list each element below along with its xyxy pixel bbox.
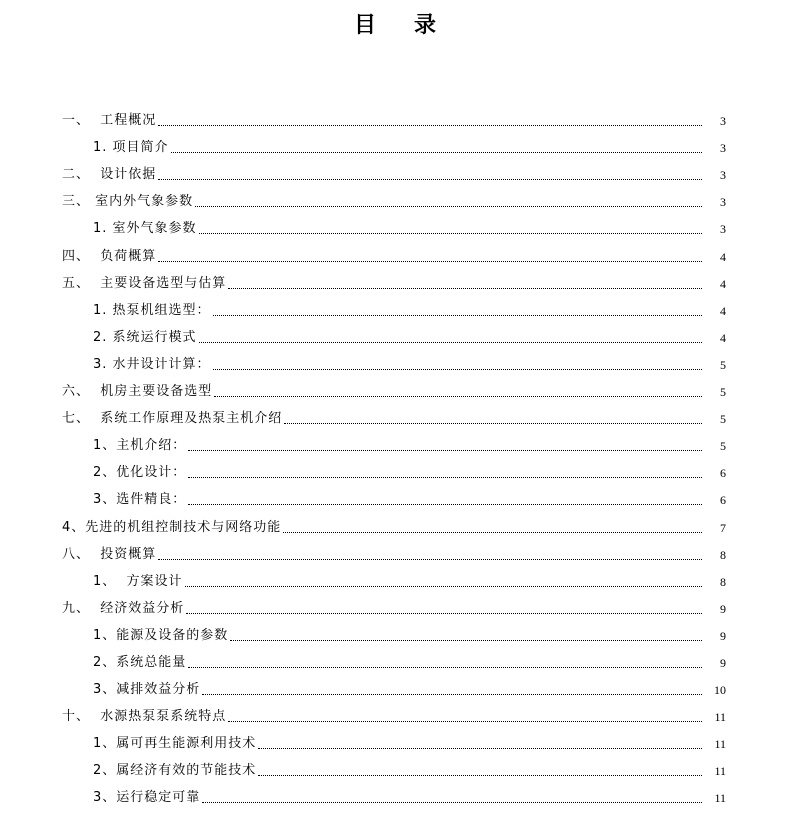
toc-dot-leader (185, 586, 702, 587)
toc-dot-leader (188, 504, 702, 505)
toc-entry-label: 五、 主要设备选型与估算 (62, 275, 227, 291)
toc-entry-label: 三、 室内外气象参数 (62, 194, 194, 210)
toc-entry[interactable] (0, 677, 790, 704)
toc-entry-label: 1、 方案设计 (93, 573, 183, 589)
toc-page-number: 11 (714, 791, 726, 806)
toc-page-number: 9 (720, 655, 726, 670)
toc-dot-leader (284, 423, 702, 424)
toc-dot-leader (228, 721, 702, 722)
toc-page-number: 3 (720, 222, 726, 237)
toc-page-number: 4 (720, 249, 726, 264)
toc-entry-label: 1、能源及设备的参数 (93, 627, 229, 643)
toc-dot-leader (171, 152, 702, 153)
toc-page-number: 8 (720, 574, 726, 589)
toc-entry-label: 九、 经济效益分析 (62, 600, 185, 616)
toc-dot-leader (158, 261, 702, 262)
toc-page-number: 3 (720, 168, 726, 183)
toc-entry[interactable] (0, 135, 790, 162)
toc-entry[interactable] (0, 108, 790, 135)
toc-entry-label: 1、属可再生能源利用技术 (93, 736, 257, 752)
toc-entry-label: 四、 负荷概算 (62, 248, 157, 264)
toc-entry[interactable] (0, 433, 790, 460)
toc-entry[interactable] (0, 406, 790, 433)
toc-entry[interactable] (0, 731, 790, 758)
toc-page-number: 5 (720, 385, 726, 400)
toc-entry[interactable] (0, 569, 790, 596)
toc-dot-leader (199, 342, 702, 343)
toc-dot-leader (158, 125, 702, 126)
page-title: 目录 (353, 13, 474, 38)
toc-page-number: 6 (720, 493, 726, 508)
toc-entry[interactable] (0, 650, 790, 677)
toc-entry-label: 1. 热泵机组选型： (93, 302, 211, 318)
toc-entry-label: 3、运行稳定可靠 (93, 790, 201, 806)
toc-entry-label: 1、主机介绍： (93, 438, 187, 454)
toc-dot-leader (188, 477, 702, 478)
toc-dot-leader (258, 748, 702, 749)
toc-entry-label: 七、 系统工作原理及热泵主机介绍 (62, 411, 283, 427)
toc-page-number: 4 (720, 276, 726, 291)
toc-page-number: 9 (720, 601, 726, 616)
toc-entry[interactable] (0, 352, 790, 379)
toc-entry-label: 八、 投资概算 (62, 546, 157, 562)
toc-entry-label: 2. 系统运行模式 (93, 329, 197, 345)
toc-dot-leader (186, 613, 702, 614)
toc-page-number: 8 (720, 547, 726, 562)
toc-entry[interactable] (0, 271, 790, 298)
toc-page-number: 5 (720, 357, 726, 372)
toc-dot-leader (158, 179, 702, 180)
toc-entry[interactable] (0, 596, 790, 623)
toc-dot-leader (258, 775, 702, 776)
toc-entry-label: 2、优化设计： (93, 465, 187, 481)
toc-page-number: 3 (720, 141, 726, 156)
toc-entry[interactable] (0, 379, 790, 406)
toc-page-number: 3 (720, 195, 726, 210)
toc-page-number: 6 (720, 466, 726, 481)
toc-page-number: 9 (720, 628, 726, 643)
toc-entry[interactable] (0, 542, 790, 569)
toc-entry-label: 3. 水井设计计算： (93, 356, 211, 372)
toc-entry[interactable] (0, 785, 790, 812)
table-of-contents (0, 108, 790, 812)
toc-dot-leader (213, 315, 702, 316)
toc-entry-label: 六、 机房主要设备选型 (62, 384, 213, 400)
toc-entry[interactable] (0, 216, 790, 243)
toc-entry[interactable] (0, 325, 790, 352)
toc-dot-leader (188, 667, 702, 668)
toc-dot-leader (214, 396, 702, 397)
toc-entry[interactable] (0, 162, 790, 189)
toc-page-number: 11 (714, 710, 726, 725)
toc-entry[interactable] (0, 487, 790, 514)
toc-page-number: 7 (720, 520, 726, 535)
toc-page-number: 4 (720, 330, 726, 345)
toc-entry-label: 十、 水源热泵泵系统特点 (62, 709, 227, 725)
toc-page-number: 5 (720, 439, 726, 454)
toc-entry-label: 一、 工程概况 (62, 113, 157, 129)
toc-page-number: 11 (714, 764, 726, 779)
toc-page-number: 4 (720, 303, 726, 318)
toc-page-number: 11 (714, 737, 726, 752)
toc-entry-label: 二、 设计依据 (62, 167, 157, 183)
toc-entry[interactable] (0, 623, 790, 650)
toc-dot-leader (202, 802, 702, 803)
toc-entry-label: 4、先进的机组控制技术与网络功能 (62, 519, 282, 535)
toc-entry-label: 3、选件精良： (93, 492, 187, 508)
toc-page-number: 5 (720, 412, 726, 427)
toc-page-number: 10 (714, 683, 726, 698)
toc-entry-label: 1. 室外气象参数 (93, 221, 197, 237)
toc-dot-leader (228, 288, 702, 289)
toc-entry-label: 2、属经济有效的节能技术 (93, 763, 257, 779)
toc-dot-leader (188, 450, 702, 451)
toc-entry[interactable] (0, 298, 790, 325)
toc-dot-leader (213, 369, 702, 370)
toc-entry[interactable] (0, 243, 790, 270)
toc-entry[interactable] (0, 460, 790, 487)
toc-entry[interactable] (0, 189, 790, 216)
toc-entry[interactable] (0, 758, 790, 785)
toc-dot-leader (283, 532, 702, 533)
toc-dot-leader (158, 559, 702, 560)
toc-page-number: 3 (720, 114, 726, 129)
toc-entry-label: 1. 项目简介 (93, 140, 169, 156)
toc-dot-leader (202, 694, 702, 695)
toc-dot-leader (199, 233, 702, 234)
toc-entry-label: 2、系统总能量 (93, 654, 187, 670)
toc-dot-leader (230, 640, 702, 641)
toc-entry-label: 3、减排效益分析 (93, 682, 201, 698)
toc-entry[interactable] (0, 704, 790, 731)
toc-entry[interactable] (0, 514, 790, 541)
toc-dot-leader (195, 206, 702, 207)
